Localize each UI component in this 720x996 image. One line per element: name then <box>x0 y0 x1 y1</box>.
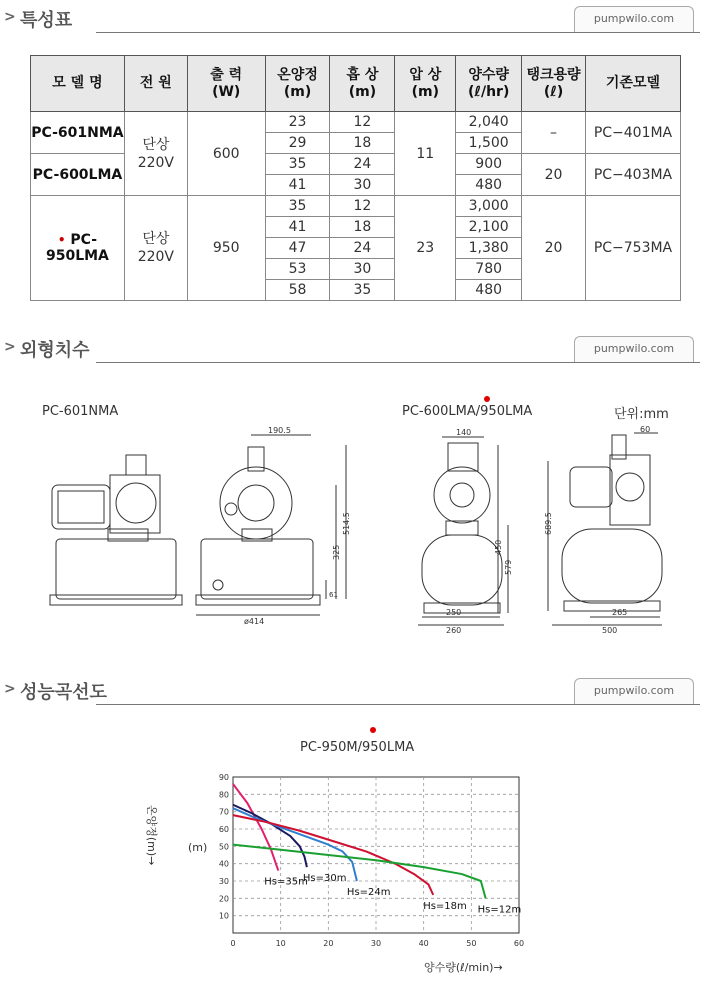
chart-ylabel-unit: (m) <box>188 841 208 854</box>
model-cell: PC-601NMA <box>31 112 125 154</box>
flow-cell: 900 <box>456 154 522 175</box>
head-cell: 53 <box>265 259 330 280</box>
divider <box>96 32 700 33</box>
press-cell: 11 <box>395 112 456 196</box>
section-title: 성능곡선도 <box>20 682 107 703</box>
y-tick-label: 30 <box>218 877 229 886</box>
drawing-label-left: PC-601NMA <box>42 404 119 419</box>
suction-cell: 24 <box>330 238 395 259</box>
table-row <box>31 112 681 133</box>
col-header: 양수량 (ℓ/hr) <box>456 56 522 112</box>
chevron-right-icon: > <box>4 9 16 25</box>
suction-cell: 35 <box>330 280 395 301</box>
dim-text: 140 <box>456 428 472 437</box>
pump-drawing-600-950 <box>412 425 692 635</box>
y-tick-label: 20 <box>218 894 229 904</box>
dim-text: 579 <box>504 559 513 575</box>
suction-cell: 12 <box>330 112 395 133</box>
head-cell: 23 <box>265 112 330 133</box>
drawing-label-right: PC-600LMA/950LMA <box>402 404 533 419</box>
y-tick-label: 10 <box>218 911 229 921</box>
flow-cell: 1,500 <box>456 133 522 154</box>
site-tab: pumpwilo.com <box>574 6 694 32</box>
head-cell: 47 <box>265 238 330 259</box>
dim-text: 60 <box>640 425 651 434</box>
suction-cell: 12 <box>330 196 395 217</box>
series-label: Hs=18m <box>423 900 467 912</box>
divider <box>96 362 700 363</box>
y-tick-label: 40 <box>218 859 229 869</box>
old-model-cell: PC−401MA <box>585 112 680 154</box>
pump-drawing-601 <box>36 425 376 630</box>
x-tick-label: 30 <box>370 939 382 948</box>
flow-cell: 780 <box>456 259 522 280</box>
output-cell: 950 <box>187 196 265 301</box>
unit-label: 단위:mm <box>614 407 669 422</box>
flow-cell: 480 <box>456 280 522 301</box>
head-cell: 41 <box>265 217 330 238</box>
dim-text: 265 <box>612 608 628 617</box>
chart-xlabel: 양수량(ℓ/min)→ <box>424 961 503 974</box>
performance-chart <box>145 765 540 980</box>
head-cell: 35 <box>265 196 330 217</box>
tank-cell: 20 <box>522 196 586 301</box>
chevron-right-icon: > <box>4 339 16 355</box>
power-cell: 단상 220V <box>124 112 187 196</box>
col-header: 전 원 <box>124 56 187 112</box>
dim-text: 500 <box>602 626 618 635</box>
col-header: 기존모델 <box>585 56 680 112</box>
flow-cell: 2,040 <box>456 112 522 133</box>
suction-cell: 18 <box>330 133 395 154</box>
tank-cell: 20 <box>522 154 586 196</box>
head-cell: 29 <box>265 133 330 154</box>
chart-title: PC-950M/950LMA <box>300 740 415 755</box>
red-dot-icon <box>484 396 490 402</box>
table-header-row <box>31 56 681 112</box>
flow-cell: 1,380 <box>456 238 522 259</box>
old-model-cell: PC−403MA <box>585 154 680 196</box>
suction-cell: 30 <box>330 259 395 280</box>
x-tick-label: 10 <box>275 939 286 948</box>
flow-cell: 3,000 <box>456 196 522 217</box>
suction-cell: 24 <box>330 154 395 175</box>
site-tab: pumpwilo.com <box>574 336 694 362</box>
x-tick-label: 50 <box>466 939 477 948</box>
old-model-cell: PC−753MA <box>585 196 680 301</box>
dim-text: ø414 <box>244 617 265 626</box>
flow-cell: 2,100 <box>456 217 522 238</box>
section-header-spec <box>0 0 720 40</box>
series-label: Hs=24m <box>346 887 391 898</box>
col-header: 출 력 (W) <box>187 56 265 112</box>
y-tick-label: 80 <box>218 790 229 800</box>
dim-text: 250 <box>446 608 462 617</box>
site-tab: pumpwilo.com <box>574 678 694 704</box>
dim-text: 325 <box>332 544 341 560</box>
divider <box>96 704 700 705</box>
col-header: 흡 상 (m) <box>330 56 395 112</box>
col-header: 탱크용량 (ℓ) <box>522 56 586 112</box>
dim-text: 61 <box>329 591 338 599</box>
suction-cell: 30 <box>330 175 395 196</box>
col-header: 압 상 (m) <box>395 56 456 112</box>
y-tick-label: 90 <box>218 773 229 782</box>
red-dot-icon <box>370 727 376 733</box>
chevron-right-icon: > <box>4 681 16 697</box>
dim-text: 190.5 <box>268 426 291 435</box>
flow-cell: 480 <box>456 175 522 196</box>
series-label: Hs=12m <box>477 904 522 916</box>
model-cell: PC-600LMA <box>31 154 125 196</box>
x-tick-label: 0 <box>230 939 236 948</box>
x-tick-label: 40 <box>418 939 429 948</box>
head-cell: 35 <box>265 154 330 175</box>
section-header-curve <box>0 672 720 712</box>
dim-text: 260 <box>446 626 462 635</box>
section-title: 특성표 <box>20 10 73 31</box>
head-cell: 58 <box>265 280 330 301</box>
table-row <box>31 196 681 217</box>
y-tick-label: 50 <box>218 842 229 852</box>
suction-cell: 18 <box>330 217 395 238</box>
model-cell: • PC-950LMA <box>31 196 125 301</box>
chart-ylabel: 온양정(m)→ <box>145 805 158 866</box>
y-tick-label: 60 <box>218 825 229 834</box>
col-header: 온양정 (m) <box>265 56 330 112</box>
head-cell: 41 <box>265 175 330 196</box>
section-title: 외형치수 <box>20 340 90 361</box>
output-cell: 600 <box>187 112 265 196</box>
x-tick-label: 60 <box>513 939 525 948</box>
spec-table <box>30 55 681 301</box>
press-cell: 23 <box>395 196 456 301</box>
dim-text: 514.5 <box>342 512 351 535</box>
y-tick-label: 70 <box>218 807 229 817</box>
col-header: 모 델 명 <box>31 56 125 112</box>
dim-text: 689.5 <box>544 512 553 535</box>
bullet-dot-icon: • <box>57 233 66 247</box>
tank-cell: – <box>522 112 586 154</box>
section-header-dims <box>0 330 720 370</box>
x-tick-label: 20 <box>323 939 334 948</box>
series-label: Hs=35m <box>264 876 308 888</box>
power-cell: 단상 220V <box>124 196 187 301</box>
series-label: Hs=30m <box>302 873 347 885</box>
dim-text: 450 <box>494 539 503 555</box>
